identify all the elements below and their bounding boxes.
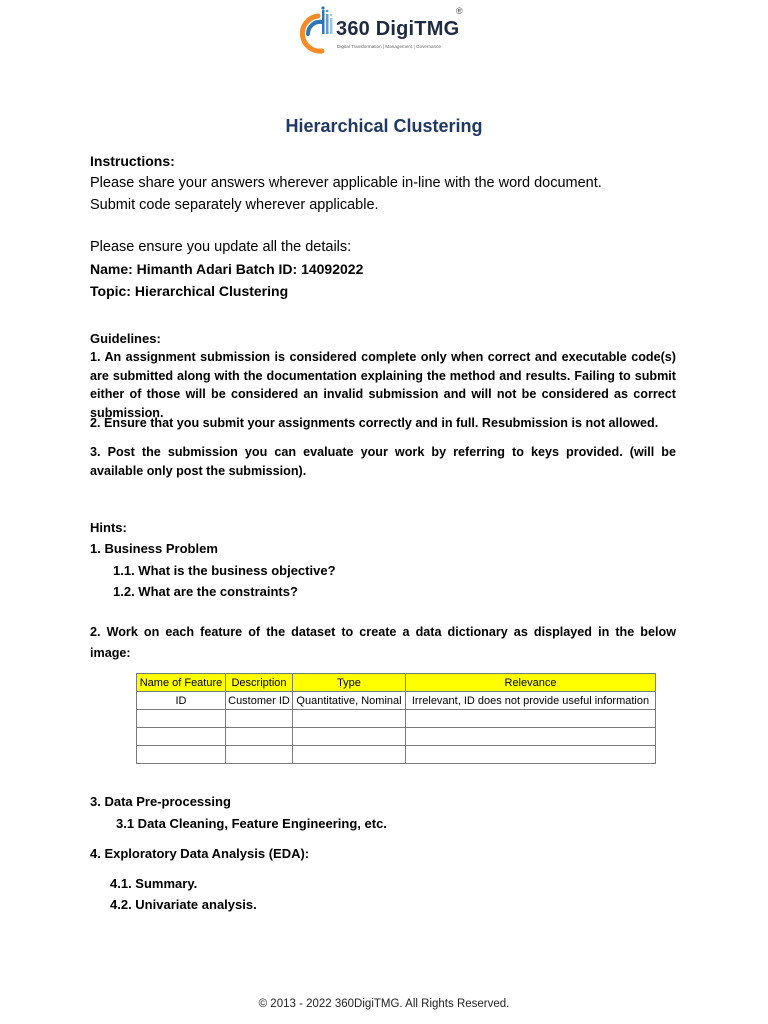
table-cell bbox=[226, 746, 293, 764]
table-header-row bbox=[137, 674, 656, 692]
table-cell: Irrelevant, ID does not provide useful information bbox=[406, 692, 656, 710]
table-header-cell: Relevance bbox=[406, 674, 656, 692]
table-cell: ID bbox=[137, 692, 226, 710]
table-cell bbox=[293, 728, 406, 746]
table-row bbox=[137, 710, 656, 728]
table-cell: Quantitative, Nominal bbox=[293, 692, 406, 710]
name-batch-line: Name: Himanth Adari Batch ID: 14092022 bbox=[90, 261, 364, 277]
table-cell bbox=[406, 710, 656, 728]
table-cell bbox=[226, 710, 293, 728]
table-row bbox=[137, 692, 656, 710]
hint-1-2: 1.2. What are the constraints? bbox=[113, 584, 298, 599]
table-cell: Customer ID bbox=[226, 692, 293, 710]
document-title: Hierarchical Clustering bbox=[285, 116, 483, 136]
hint-3-1: 3.1 Data Cleaning, Feature Engineering, etc. bbox=[116, 816, 387, 831]
table-row bbox=[137, 746, 656, 764]
table-cell bbox=[137, 746, 226, 764]
table-cell bbox=[226, 728, 293, 746]
company-logo bbox=[300, 4, 480, 62]
guidelines-heading: Guidelines: bbox=[90, 331, 161, 346]
table-cell bbox=[137, 710, 226, 728]
hint-1-1: 1.1. What is the business objective? bbox=[113, 563, 336, 578]
instructions-line-3: Please ensure you update all the details: bbox=[90, 239, 352, 255]
hint-1: 1. Business Problem bbox=[90, 541, 218, 556]
hint-3: 3. Data Pre-processing bbox=[90, 794, 231, 809]
table-row bbox=[137, 728, 656, 746]
logo-mark-icon bbox=[300, 4, 336, 60]
instructions-line-1: Please share your answers wherever applicable in-line with the word document. bbox=[90, 175, 602, 191]
table-cell bbox=[137, 728, 226, 746]
logo-wordmark: 360 DigiTMG bbox=[336, 18, 460, 40]
instructions-heading: Instructions: bbox=[90, 153, 175, 169]
copyright-footer: © 2013 - 2022 360DigiTMG. All Rights Reserved. bbox=[258, 998, 510, 1010]
topic-line: Topic: Hierarchical Clustering bbox=[90, 283, 289, 299]
hint-4: 4. Exploratory Data Analysis (EDA): bbox=[90, 846, 310, 861]
hint-4-1: 4.1. Summary. bbox=[110, 876, 198, 891]
table-cell bbox=[406, 728, 656, 746]
registered-mark: ® bbox=[456, 6, 463, 16]
hint-2: 2. Work on each feature of the dataset to create a data dictionary as displayed in the below image: bbox=[90, 625, 676, 660]
instructions-line-2: Submit code separately wherever applicable. bbox=[90, 197, 379, 213]
hints-heading: Hints: bbox=[90, 520, 127, 535]
table-cell bbox=[406, 746, 656, 764]
table-header-cell: Description bbox=[226, 674, 293, 692]
guideline-1: 1. An assignment submission is considered complete only when correct and executable code(s) are submitted along with the documentation explaining the method and results. Failing to submit either of those will be considered an invalid submission and will not be considered as correct submission. bbox=[90, 350, 676, 420]
data-dictionary-table bbox=[136, 673, 656, 764]
logo-tagline: Digital Transformation | Management | Governance bbox=[337, 44, 442, 49]
hint-4-2: 4.2. Univariate analysis. bbox=[110, 897, 257, 912]
table-cell bbox=[293, 710, 406, 728]
table-cell bbox=[293, 746, 406, 764]
table-header-cell: Type bbox=[293, 674, 406, 692]
guideline-3: 3. Post the submission you can evaluate your work by referring to keys provided. (will be available only post the submission). bbox=[90, 445, 676, 478]
guideline-2: 2. Ensure that you submit your assignments correctly and in full. Resubmission is not allowed. bbox=[90, 416, 659, 430]
table-header-cell: Name of Feature bbox=[137, 674, 226, 692]
